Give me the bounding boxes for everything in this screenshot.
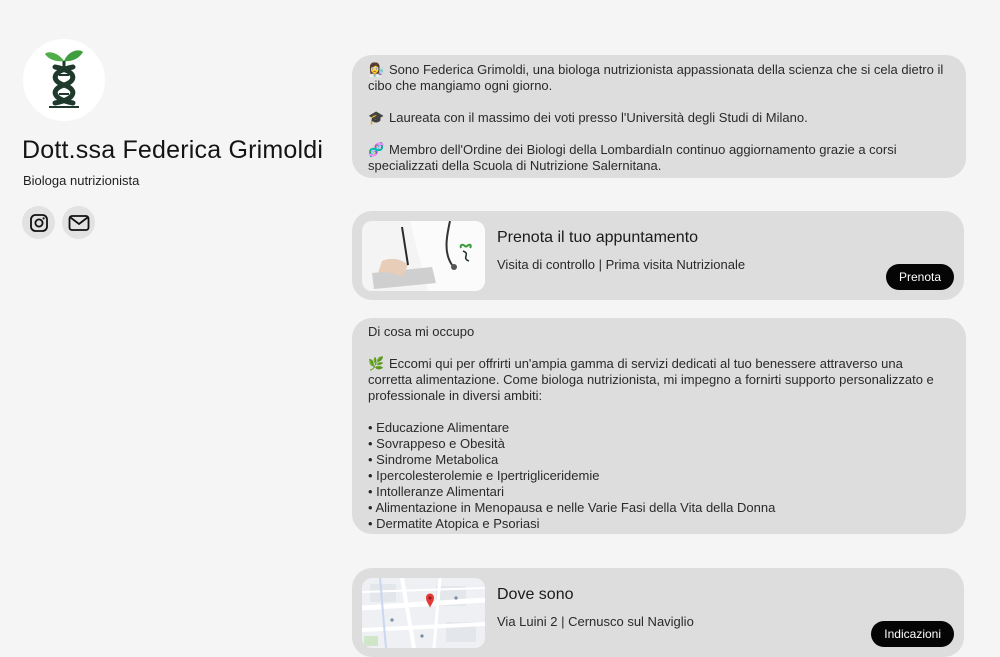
dna-leaf-logo-icon [37,45,91,115]
directions-button[interactable]: Indicazioni [871,621,954,647]
instagram-button[interactable] [22,206,55,239]
location-link-card[interactable] [352,568,964,657]
mail-icon [68,214,90,232]
bio-text: Sono Federica Grimoldi, una biologa nutrizionista appassionata della scienza che si cela dietro il cibo che mangiamo ogni giorno. [368,62,944,93]
services-card [352,318,966,534]
bio-text: Laureata con il massimo dei voti presso l'Università degli Studi di Milano. [389,110,808,125]
service-item: • Dermatite Atopica e Psoriasi [368,516,950,532]
herb-emoji-icon: 🌿 [368,356,385,371]
booking-subtitle: Visita di controllo | Prima visita Nutrizionale [497,257,746,272]
bio-paragraph [368,110,950,126]
email-button[interactable] [62,206,95,239]
service-item: • Alimentazione in Menopausa e nelle Varie Fasi della Vita della Donna [368,500,950,516]
instagram-icon [29,213,49,233]
services-heading: Di cosa mi occupo [368,324,475,339]
location-title: Dove sono [497,586,574,603]
service-item: • Educazione Alimentare [368,420,950,436]
services-intro-text: Eccomi qui per offrirti un'ampia gamma di servizi dedicati al tuo benessere attraverso una corretta alimentazione. Come biologa nutrizionista, mi impegno a fornirti supporto personalizzato e professionale in diversi ambiti: [368,356,934,403]
bio-paragraph [368,142,950,174]
dna-emoji-icon: 🧬 [368,142,385,157]
scientist-emoji-icon: 👩‍🔬 [368,62,385,77]
bio-card [352,55,966,178]
profile-name: Dott.ssa Federica Grimoldi [22,136,324,164]
map-thumbnail [362,578,485,648]
service-item: • Sindrome Metabolica [368,452,950,468]
booking-title: Prenota il tuo appuntamento [497,229,699,246]
book-button[interactable]: Prenota [886,264,954,290]
service-item: • Ipercolesterolemie e Ipertrigliceridemie [368,468,950,484]
services-intro [368,356,950,404]
services-list [368,420,950,532]
location-address: Via Luini 2 | Cernusco sul Naviglio [497,614,694,629]
bio-text: Membro dell'Ordine dei Biologi della LombardiaIn continuo aggiornamento grazie a corsi specializzati della Scuola di Nutrizione Salernitana. [368,142,897,173]
graduation-cap-emoji-icon: 🎓 [368,110,385,125]
profile-avatar [23,39,105,121]
booking-link-card[interactable] [352,211,964,300]
service-item: • Intolleranze Alimentari [368,484,950,500]
booking-thumbnail [362,221,485,291]
bio-paragraph [368,62,950,94]
service-item: • Sovrappeso e Obesità [368,436,950,452]
profile-subtitle: Biologa nutrizionista [23,173,140,188]
social-links [22,206,95,239]
